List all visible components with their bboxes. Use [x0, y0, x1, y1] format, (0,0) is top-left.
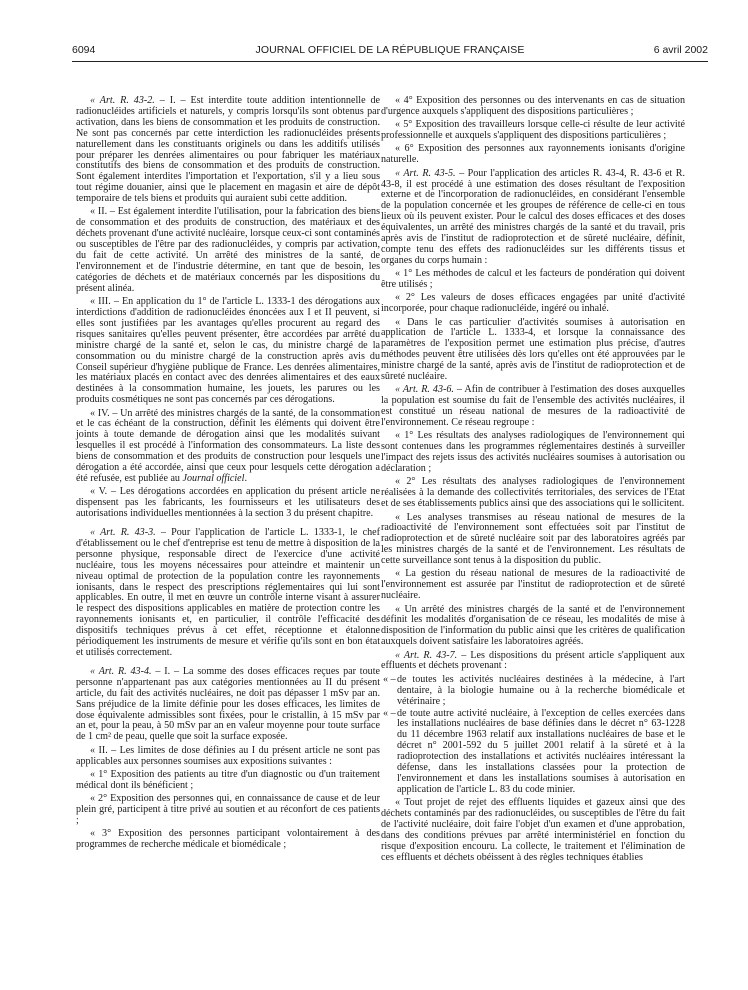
left-text-column — [76, 96, 380, 853]
paragraph-text: « 2° Les résultats des analyses radiologiques de l'environnement réalisées à la demande des collectivités territoriales, des services de l'Etat et de ses établissements publics ainsi que des associations qui le sollicitent. — [381, 476, 685, 510]
article-paragraph — [381, 385, 685, 429]
paragraph-text: – Pour l'application des articles R. 43-4, R. 43-6 et R. 43-8, il est procédé à une estimation des doses résultant de l'exposition externe et de l'incorporation de radionucléides, en considérant l'ensemble de la population concernée et les groupes de référence de celle-ci en tous lieux où ils peuvent exister. Pour le calcul des doses efficaces et des doses équivalentes, un arrêté des ministres chargés de la santé et du travail, pris après avis de l'institut de radioprotection et de sûreté nucléaire, définit, compte tenu des effets des radionucléides sur les différents tissus et organes du corps humain : — [381, 167, 685, 266]
paragraph-text: « 1° Les résultats des analyses radiologiques de l'environnement qui sont contenues dans les programmes réglementaires destinés à surveiller l'impact des rejets issus des activités nucléaires soumises à autorisation ou déclaration ; — [381, 430, 685, 475]
right-text-column — [381, 96, 685, 866]
page-number: 6094 — [72, 44, 96, 56]
journal-title: JOURNAL OFFICIEL DE LA RÉPUBLIQUE FRANÇAISE — [255, 44, 525, 56]
article-number: « Art. R. 43-4. — [90, 665, 152, 677]
paragraph — [381, 605, 685, 649]
paragraph-text: « 4° Exposition des personnes ou des intervenants en cas de situation d'urgence auxquels s'appliquent des dispositions particulières ; — [381, 95, 685, 117]
paragraph-text: « Un arrêté des ministres chargés de la santé et de l'environnement définit les modalités d'organisation de ce réseau, les modalités de mise à disposition de l'information du public ainsi que les critères de qualification auxquels doivent satisfaire les laboratoires agréés. — [381, 603, 685, 648]
dash-list — [381, 675, 685, 796]
paragraph-text: « 2° Les valeurs de doses efficaces engagées par unité d'activité incorporée, pour chaque radionucléide, ingéré ou inhalé. — [381, 292, 685, 315]
article-number: « Art. R. 43-6. — [395, 384, 454, 396]
paragraph — [381, 318, 685, 383]
paragraph — [381, 477, 685, 510]
paragraph — [381, 798, 685, 863]
article-paragraph — [76, 667, 380, 743]
paragraph — [381, 269, 685, 291]
paragraph-text: « 6° Exposition des personnes aux rayonnements ionisants d'origine naturelle. — [381, 143, 685, 166]
paragraph — [76, 297, 380, 406]
paragraph — [381, 96, 685, 118]
paragraph-text: – I. – La somme des doses efficaces reçues par toute personne n'appartenant pas aux catégories mentionnées au II du présent article, du fait des activités nucléaires, ne doit pas dépasser 1 mSv par an. Sans préjudice de la limite définie pour les doses efficaces, les limites de dose équivalente admissibles sont fixées, pour le cristallin, à 15 mSv par an et, pour la peau, à 50 mSv par an en valeur moyenne pour toute surface de 1 cm² de peau, quelle que soit la surface exposée. — [76, 665, 380, 743]
article-number: « Art. R. 43-7. — [395, 649, 458, 661]
paragraph-text: « 3° Exposition des personnes participant volontairement à des programmes de recherche médicale et biomédicale ; — [76, 828, 380, 851]
paragraph-text: « Dans le cas particulier d'activités soumises à autorisation en application de l'article L. 1333-4, et lorsque la connaissance des paramètres de l'exposition permet une estimation plus précise, d'autres méthodes peuvent être utilisées dès lors qu'elles ont été approuvées par le ministre chargé de la santé, après avis de l'institut de radioprotection et de sûreté nucléaire. — [381, 316, 685, 383]
paragraph — [381, 513, 685, 568]
publication-date: 6 avril 2002 — [653, 44, 708, 56]
article-number: « Art. R. 43-3. — [90, 527, 156, 538]
paragraph-text: « 5° Exposition des travailleurs lorsque celle-ci résulte de leur activité professionnelle et auxquels s'appliquent des dispositions particulières ; — [381, 119, 685, 142]
paragraph-text: « III. – En application du 1° de l'article L. 1333-1 des dérogations aux interdictions d'addition de radionucléides énoncées aux I et II peuvent, si elles sont justifiées par les avantages qu'elles procurent au regard des risques sanitaires qu'elles peuvent présenter, être accordées par arrêté du ministre chargé de la santé et, selon le cas, du ministre chargé de la consommation ou du ministre chargé de la construction après avis du Conseil supérieur d'hygiène publique de France. Les denrées alimentaires, les matériaux placés en contact avec des denrées alimentaires et des eaux destinées à la consommation humaine, les jouets, les parures ou les produits cosmétiques ne sont pas concernés par ces dérogations. — [76, 296, 380, 406]
paragraph — [76, 487, 380, 520]
paragraph-text: – Pour l'application de l'article L. 1333-1, le chef d'établissement ou le chef d'entreprise est tenu de mettre à disposition de la personne physique, responsable direct de l'exercice d'une activité nucléaire, tous les moyens nécessaires pour atteindre et maintenir un niveau optimal de protection de la population contre les rayonnements ionisants, dans le respect des prescriptions réglementaires qui lui sont applicables. En outre, il met en œuvre un contrôle interne visant à assurer le respect des dispositions applicables en matière de protection contre les rayonnements ionisants et, en particulier, il contrôle l'efficacité des dispositifs techniques prévus à cet effet, réceptionne et étalonne périodiquement les instruments de mesure et vérifie qu'ils sont en bon état et utilisés correctement. — [76, 527, 380, 658]
paragraph — [381, 144, 685, 166]
paragraph — [76, 409, 380, 485]
paragraph — [381, 431, 685, 475]
paragraph — [76, 770, 380, 792]
article-paragraph — [381, 651, 685, 673]
paragraph-text: « Les analyses transmises au réseau national de mesures de la radioactivité de l'environnement sont effectuées soit par l'institut de radioprotection et de sûreté nucléaire soit par des laboratoires agréés par les ministres chargés de la santé et de l'environnement. Les résultats de cette surveillance sont tenus à la disposition du public. — [381, 511, 685, 567]
paragraph-text: – I. – Est interdite toute addition intentionnelle de radionucléides artificiels et naturels, y compris lorsqu'ils sont obtenus par activation, dans les biens de consommation et les produits de construction. Ne sont pas concernés par cette interdiction les radionucléides présents naturellement dans les constituants originels ou dans les additifs utilisés pour préparer les denrées alimentaires ou pour fabriquer les matériaux constitutifs des biens de consommation et des produits de construction. Sont également interdites l'importation et l'exportation, s'il y a lieu sous tout régime douanier, ainsi que le placement en magasin et aire de dépôt temporaire de tels biens et produits qui auraient subi cette addition. — [76, 95, 381, 205]
paragraph — [76, 207, 380, 294]
paragraph-text: « II. – Est également interdite l'utilisation, pour la fabrication des biens de consommation et des produits de construction, des matériaux et des déchets provenant d'une activité nucléaire, lorsque ceux-ci sont contaminés ou susceptibles de l'être par des radionucléides, y compris par activation, du fait de cette activité. Un arrêté des ministres de la santé, de l'environnement et de l'industrie détermine, en tant que de besoin, les catégories de déchets et de matériaux concernés par les dispositions du présent alinéa. — [76, 206, 380, 294]
paragraph-tail: . — [244, 472, 247, 484]
list-item: « – de toute autre activité nucléaire, à l'exception de celles exercées dans les installations nucléaires de base définies dans le décret n° 63-1228 du 11 décembre 1963 relatif aux installations nucléaires de base et le décret n° 2001-592 du 5 juillet 2001 relatif à la sûreté et à la radioprotection des installations et activités nucléaires intéressant la défense, dans les installations classées pour la protection de l'environnement et dans les installations soumises à autorisation en application de l'article L. 83 du code minier. — [397, 709, 685, 796]
paragraph-text: « V. – Les dérogations accordées en application du présent article ne dispensent pas les fabricants, les fournisseurs et les utilisateurs des autorisations individuelles mentionnées à la section 3 du présent chapitre. — [76, 486, 380, 520]
article-number: « Art. R. 43-2. — [90, 95, 155, 106]
paragraph-text: – Les dispositions du présent article s'appliquent aux effluents et déchets provenant : — [381, 649, 685, 672]
page-header — [72, 44, 708, 58]
paragraph — [381, 569, 685, 602]
paragraph — [76, 746, 380, 768]
paragraph-text: « 1° Les méthodes de calcul et les facteurs de pondération qui doivent être utilisés ; — [381, 268, 685, 291]
article-paragraph — [381, 169, 685, 267]
header-rule — [72, 61, 708, 62]
list-item: « – de toutes les activités nucléaires destinées à la médecine, à l'art dentaire, à la biologie humaine ou à la recherche biomédicale et vétérinaire ; — [397, 675, 685, 708]
paragraph — [381, 293, 685, 315]
paragraph-text: « 2° Exposition des personnes qui, en connaissance de cause et de leur plein gré, participent à titre privé au soutien et au réconfort de ces patients ; — [76, 793, 380, 826]
article-paragraph — [76, 528, 380, 659]
publication-name: Journal officiel — [182, 472, 245, 484]
paragraph-text: – Afin de contribuer à l'estimation des doses auxquelles la population est soumise du fait de l'ensemble des activités nucléaires, il est constitué un réseau national de mesures de la radioactivité de l'environnement. Ce réseau regroupe : — [381, 384, 685, 429]
paragraph-text: « II. – Les limites de dose définies au I du présent article ne sont pas applicables aux personnes soumises aux expositions suivantes : — [76, 744, 380, 767]
article-number: « Art. R. 43-5. — [395, 167, 456, 179]
paragraph — [76, 829, 380, 851]
paragraph-text: « 1° Exposition des patients au titre d'un diagnostic ou d'un traitement médical dont ils bénéficient ; — [76, 768, 380, 791]
paragraph-text: « La gestion du réseau national de mesures de la radioactivité de l'environnement est assurée par l'institut de radioprotection et de sûreté nucléaire. — [381, 568, 685, 602]
paragraph-text: « IV. – Un arrêté des ministres chargés de la santé, de la consommation et le cas échéant de la construction, définit les éléments qui doivent être joints à toute demande de dérogation ainsi que les modalités suivant lesquelles il est procédé à l'information des consommateurs. La liste des biens de consommation et des produits de construction pour lesquels une dérogation a été accordée, ainsi que ceux pour lesquels cette dérogation a été refusée, est publiée au — [76, 407, 380, 484]
article-paragraph — [76, 96, 380, 205]
paragraph-text: « Tout projet de rejet des effluents liquides et gazeux ainsi que des déchets contaminés par des radionucléides, ou susceptibles de l'être du fait de l'activité nucléaire, doit faire l'objet d'un examen et d'une approbation, dans des conditions prévues par arrêté interministériel en fonction du risque d'exposition encouru. La collecte, le traitement et l'élimination de ces effluents et déchets obéissent à des règles techniques établies — [381, 797, 685, 863]
paragraph — [381, 120, 685, 142]
paragraph — [76, 794, 380, 827]
